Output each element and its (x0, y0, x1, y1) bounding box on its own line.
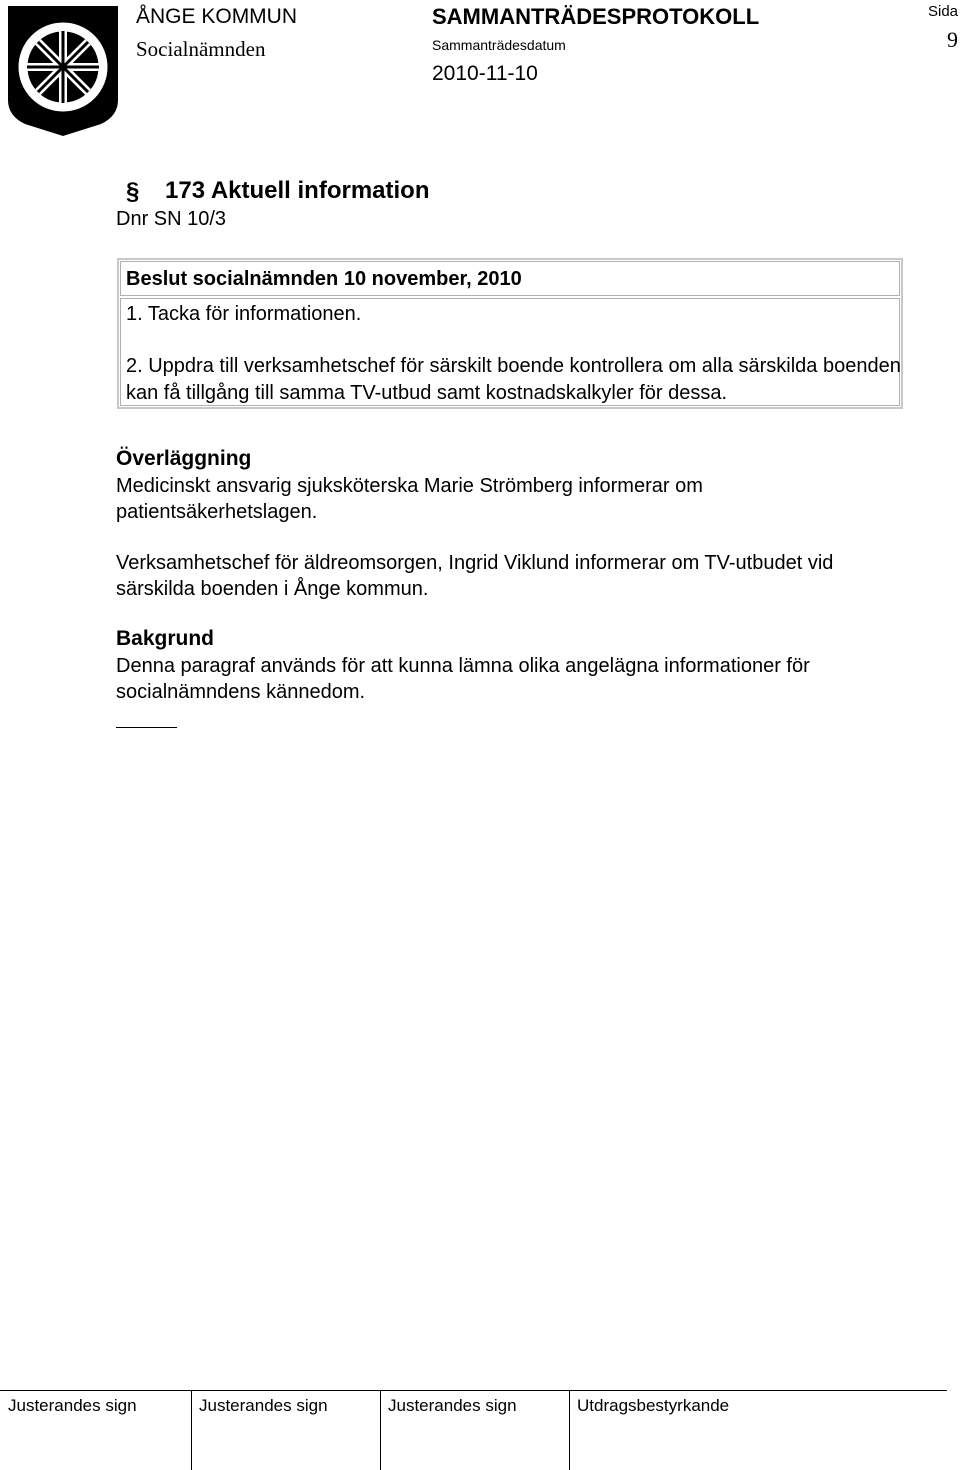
organization-name: ÅNGE KOMMUN (136, 5, 298, 28)
page-number: 9 (947, 27, 958, 52)
meeting-date: 2010-11-10 (432, 62, 538, 85)
signature-cell-label: Justerandes sign (199, 1396, 328, 1415)
section-heading: 173 Aktuell information (165, 177, 430, 204)
decision-item: 2. Uppdra till verksamhetschef för särskilt boende kontrollera om alla särskilda boenden kan få tillgång till samma TV-utbud samt kostnadskalkyler för dessa. (126, 355, 901, 404)
deliberation-heading: Överläggning (116, 447, 252, 470)
signature-cell (380, 1391, 569, 1470)
decision-box (117, 258, 903, 409)
document-title: SAMMANTRÄDESPROTOKOLL (432, 4, 760, 29)
signature-cell-label: Justerandes sign (388, 1396, 517, 1415)
signature-cell-label: Justerandes sign (8, 1396, 137, 1415)
signature-cell-label: Utdragsbestyrkande (577, 1396, 730, 1415)
signature-footer (0, 1390, 947, 1470)
signature-cell (0, 1391, 191, 1470)
deliberation-paragraph: Verksamhetschef för äldreomsorgen, Ingrid Viklund informerar om TV-utbudet vid särskilda boenden i Ånge kommun. (116, 552, 834, 600)
page-label: Sida (928, 3, 959, 20)
decision-title: Beslut socialnämnden 10 november, 2010 (126, 268, 522, 290)
deliberation-paragraph: Medicinskt ansvarig sjuksköterska Marie Strömberg informerar om patientsäkerhetslagen. (116, 475, 703, 523)
municipal-coat-of-arms-logo (6, 4, 120, 138)
department-name: Socialnämnden (136, 37, 266, 61)
meeting-date-label: Sammanträdesdatum (432, 37, 566, 53)
case-number: Dnr SN 10/3 (116, 208, 227, 230)
paragraph-symbol: § (126, 178, 140, 205)
decision-items-cell (120, 298, 900, 406)
signature-cell (569, 1391, 947, 1470)
background-heading: Bakgrund (116, 627, 215, 650)
decision-item: 1. Tacka för informationen. (126, 303, 362, 325)
background-text: Denna paragraf används för att kunna lämna olika angelägna informationer för socialnämndens kännedom. (116, 655, 810, 703)
end-rule (116, 727, 177, 728)
signature-cell (191, 1391, 380, 1470)
decision-title-cell (120, 261, 900, 296)
